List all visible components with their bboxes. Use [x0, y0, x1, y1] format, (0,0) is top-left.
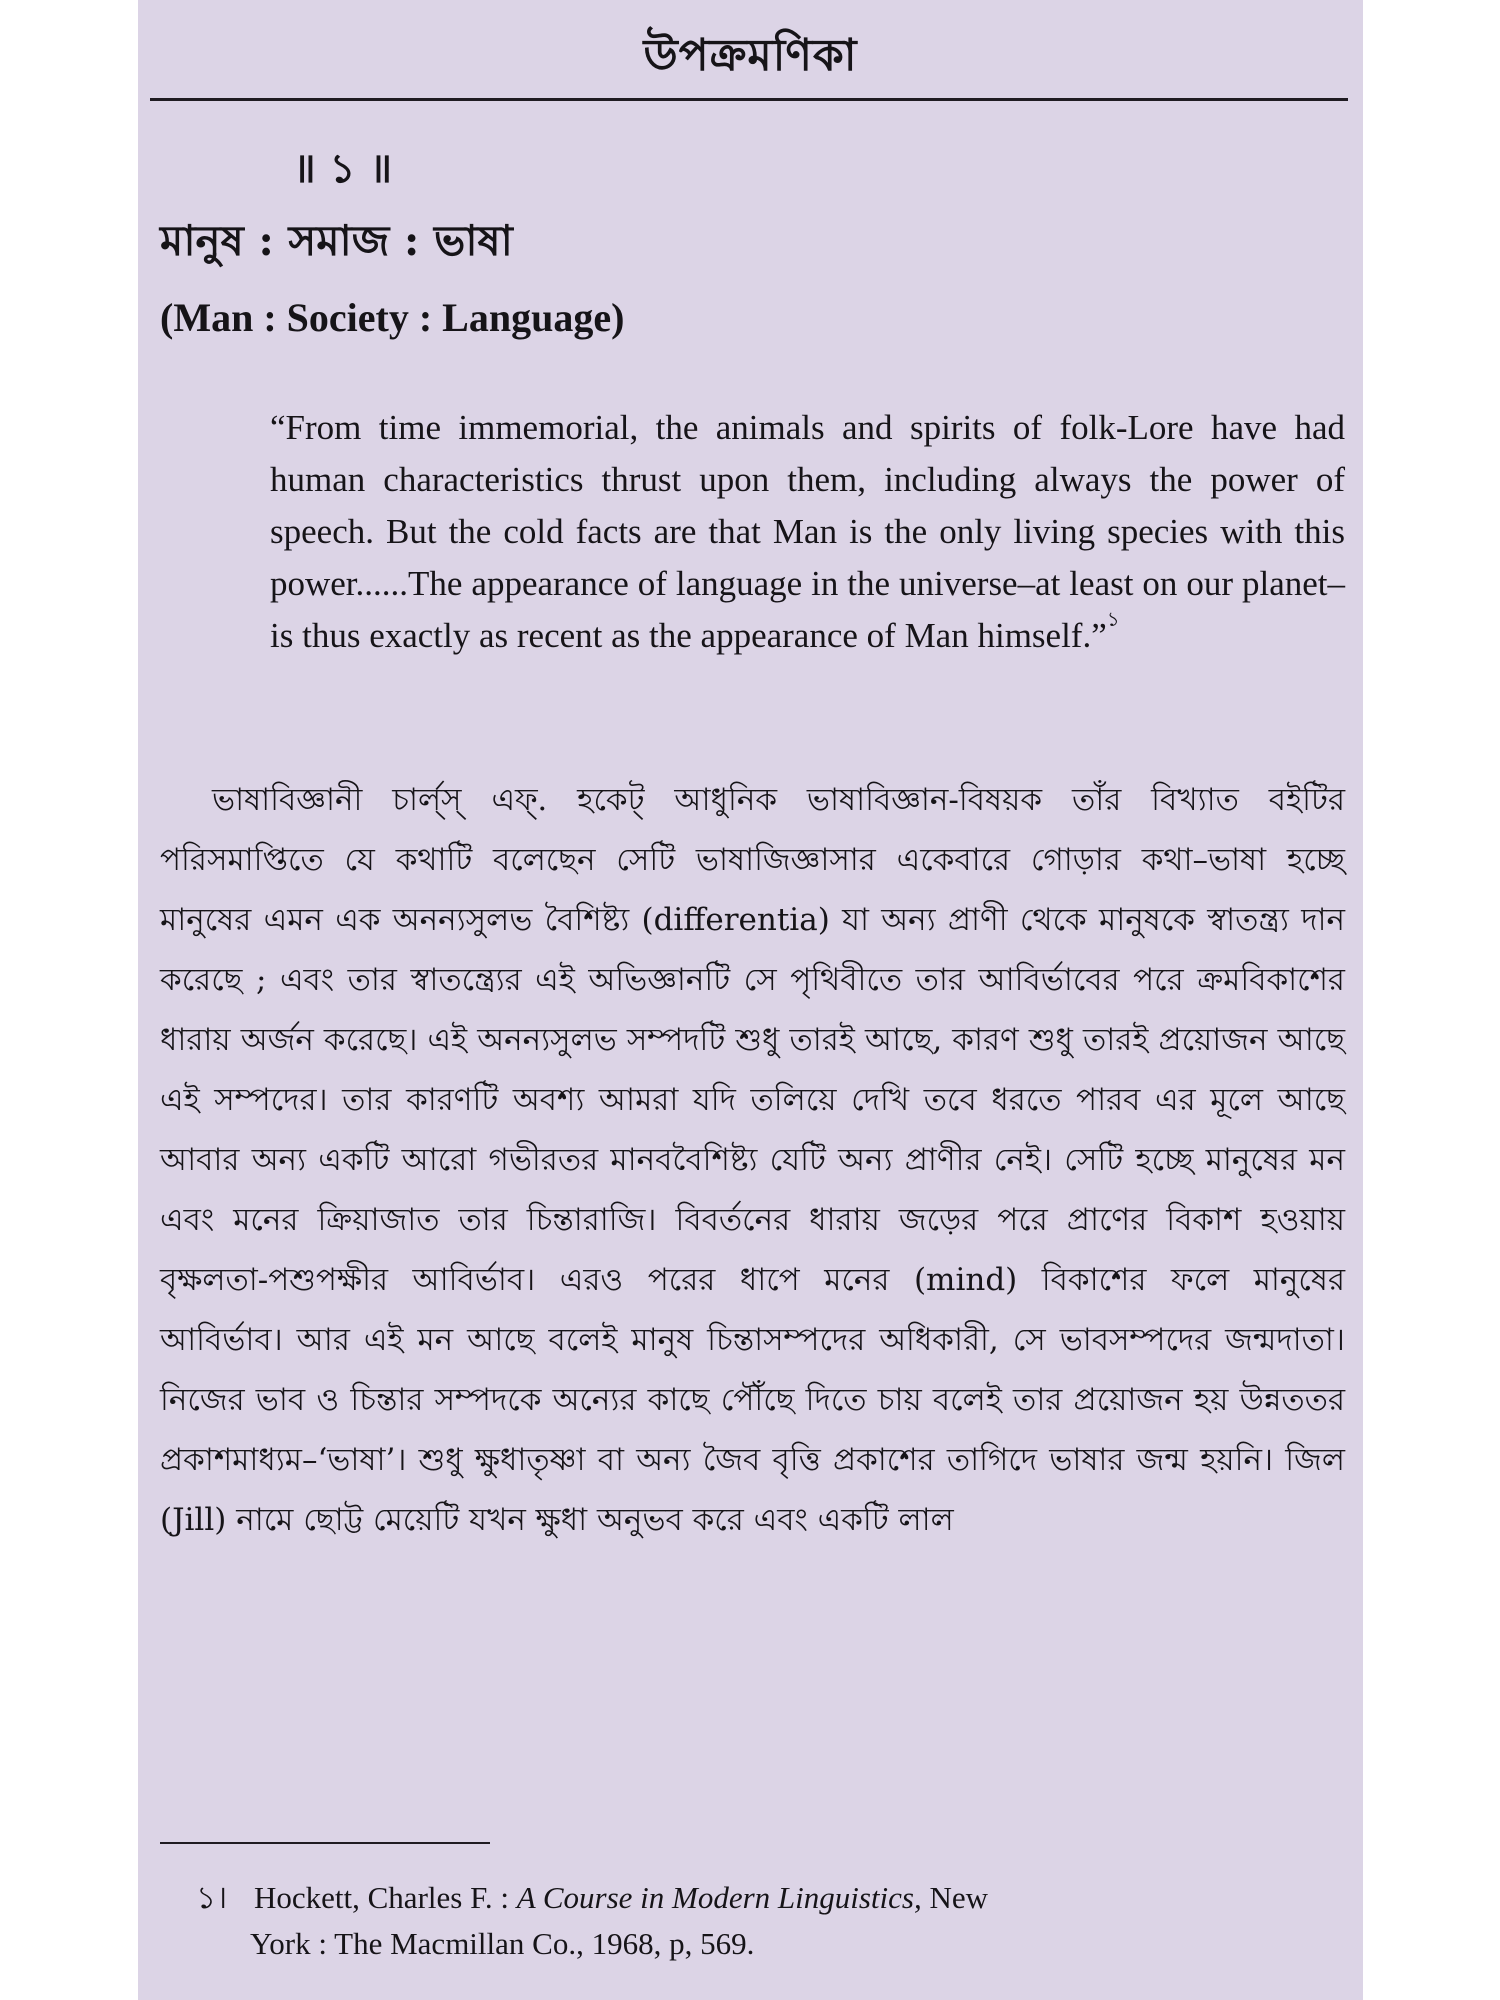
footnote-rule	[160, 1842, 490, 1844]
section-title-bengali: মানুষ : সমাজ : ভাষা	[160, 216, 513, 265]
epigraph-quote	[270, 402, 1345, 662]
section-marker: ॥ ১ ॥	[293, 145, 393, 192]
header-rule	[150, 98, 1348, 101]
footnote-reference: ১	[1106, 609, 1120, 631]
running-head: উপক্রমণিকা	[643, 30, 858, 81]
footnote-book-title: A Course in Modern Linguistics,	[516, 1880, 922, 1915]
footnote-place: New	[929, 1880, 989, 1915]
footnote-publisher-line: York : The Macmillan Co., 1968, p, 569.	[250, 1926, 755, 1961]
footnote-number: ১।	[196, 1880, 228, 1915]
footnote-author: Hockett, Charles F. :	[254, 1880, 509, 1915]
footnote	[196, 1875, 1346, 1967]
book-page	[138, 0, 1363, 2000]
quote-text: “From time immemorial, the animals and spirits of folk-Lore have had human characteristics thrust upon them, including always the power of speech. But the cold facts are that Man is the only living species with this power......The appearance of language in the universe–at least on our planet–is thus exactly as recent as the appearance of Man himself.”	[270, 408, 1345, 655]
section-title-english: (Man : Society : Language)	[160, 295, 625, 340]
body-paragraph: ভাষাবিজ্ঞানী চার্ল্‌স্ এফ্. হকেট্ আধুনিক ভাষাবিজ্ঞান-বিষয়ক তাঁর বিখ্যাত বইটির পরিসমাপ্তিতে যে কথাটি বলেছেন সেটি ভাষাজিজ্ঞাসার একেবারে গোড়ার কথা–ভাষা হচ্ছে মানুষের এমন এক অনন্যসুলভ বৈশিষ্ট্য (differentia) যা অন্য প্রাণী থেকে মানুষকে স্বাতন্ত্র্য দান করেছে ; এবং তার স্বাতন্ত্র্যের এই অভিজ্ঞানটি সে পৃথিবীতে তার আবির্ভাবের পরে ক্রমবিকাশের ধারায় অর্জন করেছে। এই অনন্যসুলভ সম্পদটি শুধু তারই আছে, কারণ শুধু তারই প্রয়োজন আছে এই সম্পদের। তার কারণটি অবশ্য আমরা যদি তলিয়ে দেখি তবে ধরতে পারব এর মূলে আছে আবার অন্য একটি আরো গভীরতর মানববৈশিষ্ট্য যেটি অন্য প্রাণীর নেই। সেটি হচ্ছে মানুষের মন এবং মনের ক্রিয়াজাত তার চিন্তারাজি। বিবর্তনের ধারায় জড়ের পরে প্রাণের বিকাশ হওয়ায় বৃক্ষলতা-পশুপক্ষীর আবির্ভাব। এরও পরের ধাপে মনের (mind) বিকাশের ফলে মানুষের আবির্ভাব। আর এই মন আছে বলেই মানুষ চিন্তাসম্পদের অধিকারী, সে ভাবসম্পদের জন্মদাতা। নিজের ভাব ও চিন্তার সম্পদকে অন্যের কাছে পৌঁছে দিতে চায় বলেই তার প্রয়োজন হয় উন্নততর প্রকাশমাধ্যম–‘ভাষা’। শুধু ক্ষুধাতৃষ্ণা বা অন্য জৈব বৃত্তি প্রকাশের তাগিদে ভাষার জন্ম হয়নি। জিল (Jill) নামে ছোট্ট মেয়েটি যখন ক্ষুধা অনুভব করে এবং একটি লাল	[160, 782, 1345, 1538]
